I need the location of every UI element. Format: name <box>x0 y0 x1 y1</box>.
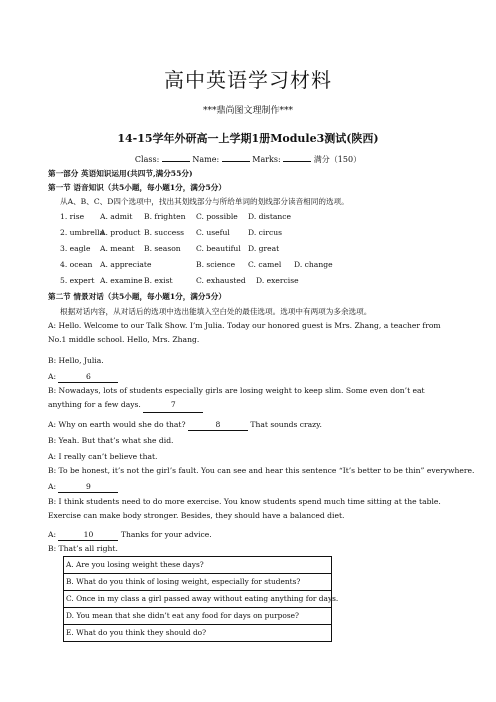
question-3: 3. eagle A. meant B. season C. beautiful D. great <box>60 244 280 253</box>
dialogue-line-2: B: Hello, Julia. <box>48 356 104 365</box>
question-4: 4. ocean A. appreciate B. science C. camel D. change <box>60 260 333 269</box>
option-c: C. Once in my class a girl passed away without eating anything for days. <box>64 591 331 608</box>
exam-title: 14-15学年外研高一上学期1册Module3测试(陕西) <box>117 132 379 145</box>
answer-blank-7[interactable]: 7 <box>143 398 203 413</box>
dialogue-line-9: A: 9 <box>48 482 118 493</box>
section1-instructions: 从A、B、C、D四个选项中，找出其划线部分与所给单词的划线部分读音相同的选项。 <box>60 197 349 206</box>
question-2: 2. umbrellaA. product B. success C. useful D. circus <box>60 228 282 237</box>
option-e: E. What do you think they should do? <box>66 628 207 637</box>
answer-blank-8[interactable]: 8 <box>188 420 248 431</box>
class-line <box>0 153 496 165</box>
answer-blank-6[interactable]: 6 <box>58 372 118 383</box>
sub-title: ***鼎尚图文理制作*** <box>202 106 293 116</box>
marks-blank <box>283 153 311 162</box>
name-blank <box>222 153 250 162</box>
section2-heading: 第二节 情景对话（共5小题，每小题1分，满分5分） <box>48 292 226 301</box>
section2-instructions: 根据对话内容，从对话后的选项中选出能填入空白处的最佳选项。选项中有两项为多余选项。 <box>60 307 372 316</box>
dialogue-line-12: B: That’s all right. <box>48 544 118 553</box>
name-label: Name: <box>192 155 220 164</box>
options-box <box>63 556 339 642</box>
part1-heading: 第一部分 英语知识运用(共四节,满分55分) <box>48 169 193 178</box>
marks-label: Marks: <box>252 155 281 164</box>
section1-heading: 第一节 语音知识（共5小题，每小题1分，满分5分） <box>48 183 226 192</box>
question-5: 5. expert A. examineB. exist C. exhausted D. exercise <box>60 276 299 285</box>
option-d: D. You mean that she didn’t eat any food for days on purpose? <box>64 608 331 625</box>
dialogue-line-11: A: 10 Thanks for your advice. <box>48 530 212 539</box>
main-title: 高中英语学习材料 <box>164 68 332 92</box>
dialogue-line-7: A: I really can’t believe that. <box>48 452 158 461</box>
question-1: 1. rise A. admit B. frighten C. possible D. distance <box>60 212 292 221</box>
dialogue-line-6: B: Yeah. But that’s what she did. <box>48 436 174 445</box>
dialogue-line-1: A: Hello. Welcome to our Talk Show. I’m Julia. Today our honored guest is Mrs. Zhang, a teacher from No.1 middle school. Hello, Mrs. Zhang. <box>48 321 441 344</box>
option-a: A. Are you losing weight these days? <box>64 557 331 574</box>
dialogue-line-4: B: Nowadays, lots of students especially girls are losing weight to keep slim. Some even don’t eat anything for a few days. 7 <box>48 384 450 413</box>
dialogue-line-3: A: 6 <box>48 372 118 383</box>
class-label: Class: <box>134 155 160 164</box>
answer-blank-9[interactable]: 9 <box>58 482 118 493</box>
dialogue-line-8: B: To be honest, it’s not the girl’s fault. You can see and hear this sentence “It’s better to be thin” everywhere. <box>48 466 475 475</box>
class-blank <box>162 153 190 162</box>
full-score: 满分（150） <box>313 155 362 164</box>
dialogue-line-10: B: I think students need to do more exercise. You know students spend much time sitting at the table. Exercise can make body stronger. Besides, they should have a balanced diet. <box>48 497 441 520</box>
answer-blank-10[interactable]: 10 <box>58 530 118 541</box>
dialogue-line-5: A: Why on earth would she do that? 8 That sounds crazy. <box>48 420 322 429</box>
option-b: B. What do you think of losing weight, especially for students? <box>64 574 331 591</box>
